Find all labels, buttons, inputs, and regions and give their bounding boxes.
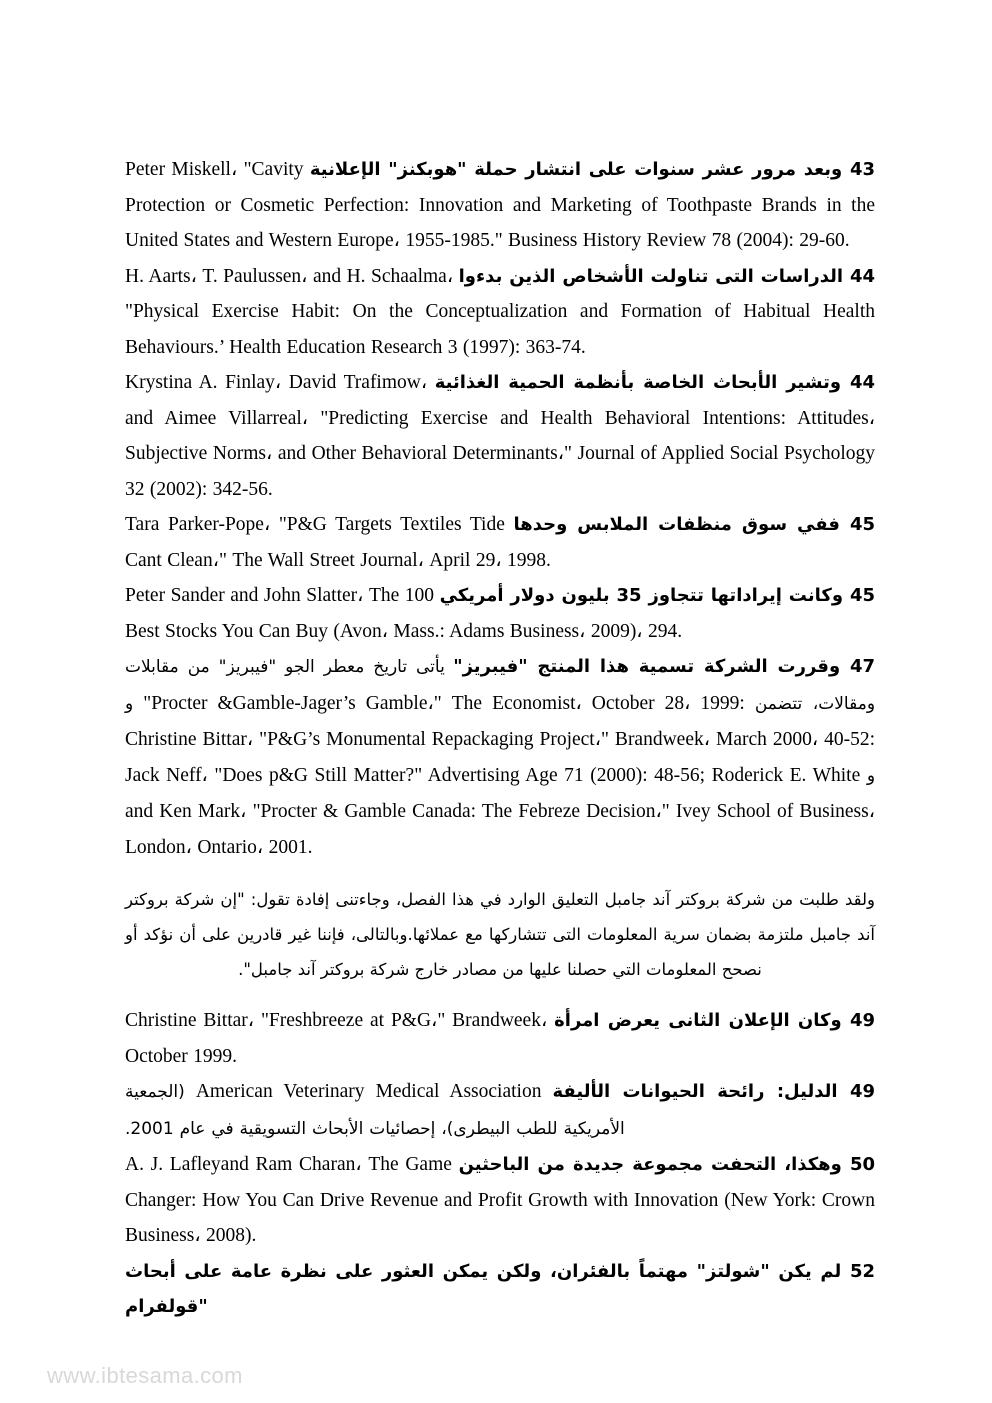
endnote-49b-arabic-tail: (الجمعية الأمريكية للطب البيطرى)، إحصائيات الأبحاث التسويقية في عام 2001. xyxy=(125,1082,625,1139)
endnote-47-arabic-conj-2: و xyxy=(866,765,876,786)
endnote-49b xyxy=(125,1074,875,1147)
endnote-44b-arabic-lead: 44 وتشير الأبحاث الخاصة بأنظمة الحمية الغذائية xyxy=(434,372,875,393)
endnote-47-english-seg-4: Roderick E. White and Ken Mark، "Procter & Gamble Canada: The Febreze Decision،" Ivey School of Business، London، Ontario، 2001. xyxy=(125,764,875,858)
endnote-47-english-seg-2: Christine Bittar، "P&G’s Monumental Repackaging Project،" Brandweek، March 2000، 40-52: xyxy=(125,729,875,750)
endnote-45b xyxy=(125,578,875,649)
endnote-47-english-seg-3: Jack Neff، "Does p&G Still Matter?" Advertising Age 71 (2000): 48-56; xyxy=(125,764,706,786)
endnote-44a xyxy=(125,259,875,366)
endnote-47-arabic-paragraph: ولقد طلبت من شركة بروكتر آند جامبل التعليق الوارد في هذا الفصل، وجاءتنى إفادة تقول: "إن شركة بروكتر آند جامبل ملتزمة بضمان سرية المعلومات التى تتشاركها مع عملائها.وبالتالى، فإننا غير قادرين على أن نؤكد أو نصحح المعلومات التي حصلنا عليها من مصادر خارج شركة بروكتر آند جامبل". xyxy=(125,889,875,979)
endnote-45a-arabic-lead: 45 ففي سوق منظفات الملابس وحدها xyxy=(513,514,876,535)
endnote-44a-arabic-lead: 44 الدراسات التى تناولت الأشخاص الذين بدءوا xyxy=(458,265,875,287)
site-watermark: www.ibtesama.com xyxy=(47,1363,243,1388)
page-content xyxy=(125,152,875,1325)
endnote-50-english-tail: A. J. Lafleyand Ram Charan، The Game Changer: How You Can Drive Revenue and Profit Growth with Innovation (New York: Crown Business، 2008). xyxy=(125,1154,875,1246)
endnote-49a xyxy=(125,1003,875,1074)
endnote-43-english-tail: Peter Miskell، "Cavity Protection or Cosmetic Perfection: Innovation and Marketing of Toothpaste Brands in the United States and Western Europe، 1955-1985." Business History Review 78 (2004): 29-60. xyxy=(125,159,875,251)
endnote-47 xyxy=(125,649,875,865)
endnote-49b-english-mid: American Veterinary Medical Association xyxy=(195,1081,542,1102)
endnote-43-arabic-lead: 43 وبعد مرور عشر سنوات على انتشار حملة "هوبكنز" الإعلانية xyxy=(309,159,875,180)
endnote-45b-arabic-lead: 45 وكانت إيراداتها تتجاوز 35 بليون دولار أمريكي xyxy=(439,585,875,606)
endnote-50-arabic-lead: 50 وهكذا، التحفت مجموعة جديدة من الباحثين xyxy=(458,1154,875,1175)
endnote-47-arabic-lead: 47 وقررت الشركة تسمية هذا المنتج "فيبريز" xyxy=(453,656,875,677)
endnote-52 xyxy=(125,1254,875,1325)
endnote-49a-arabic-lead: 49 وكان الإعلان الثانى يعرض امرأة xyxy=(554,1010,876,1031)
endnote-45a xyxy=(125,507,875,578)
endnote-44a-english-tail: H. Aarts، T. Paulussen، and H. Schaalma، "Physical Exercise Habit: On the Conceptualization and Formation of Habitual Health Behaviours.’ Health Education Research 3 (1997): 363-74. xyxy=(125,265,875,358)
endnote-44b-english-tail: Krystina A. Finlay، David Trafimow، and Aimee Villarreal، "Predicting Exercise and Health Behavioral Intentions: Attitudes، Subjective Norms، and Other Behavioral Determinants،" Journal of Applied Social Psychology 32 (2002): 342-56. xyxy=(125,372,875,500)
endnote-43 xyxy=(125,152,875,259)
endnote-45b-english-tail: Peter Sander and John Slatter، The 100 Best Stocks You Can Buy (Avon، Mass.: Adams Business، 2009)، 294. xyxy=(125,585,683,642)
endnote-47-english-seg-1: "Procter &Gamble-Jager’s Gamble،" The Economist، October 28، 1999: xyxy=(143,692,745,714)
endnote-50 xyxy=(125,1147,875,1254)
endnote-45a-english-tail: Tara Parker-Pope، "P&G Targets Textiles Tide Cant Clean،" The Wall Street Journal، April 29، 1998. xyxy=(125,514,551,571)
endnote-47-arabic-conj-1: و xyxy=(125,693,134,714)
endnote-44b xyxy=(125,365,875,507)
endnote-49a-english-tail: Christine Bittar، "Freshbreeze at P&G،" Brandweek، October 1999. xyxy=(125,1010,548,1067)
endnote-52-arabic-only: 52 لم يكن "شولتز" مهتماً بالفئران، ولكن يمكن العثور على نظرة عامة على أبحاث "قولفرام xyxy=(125,1260,875,1317)
endnote-47-arabic-mid: يأتى تاريخ معطر الجو "فيبريز" من مقابلات ومقالات، تتضمن xyxy=(125,657,876,714)
endnote-49b-arabic-lead: 49 الدليل: رائحة الحيوانات الأليفة xyxy=(552,1081,876,1102)
